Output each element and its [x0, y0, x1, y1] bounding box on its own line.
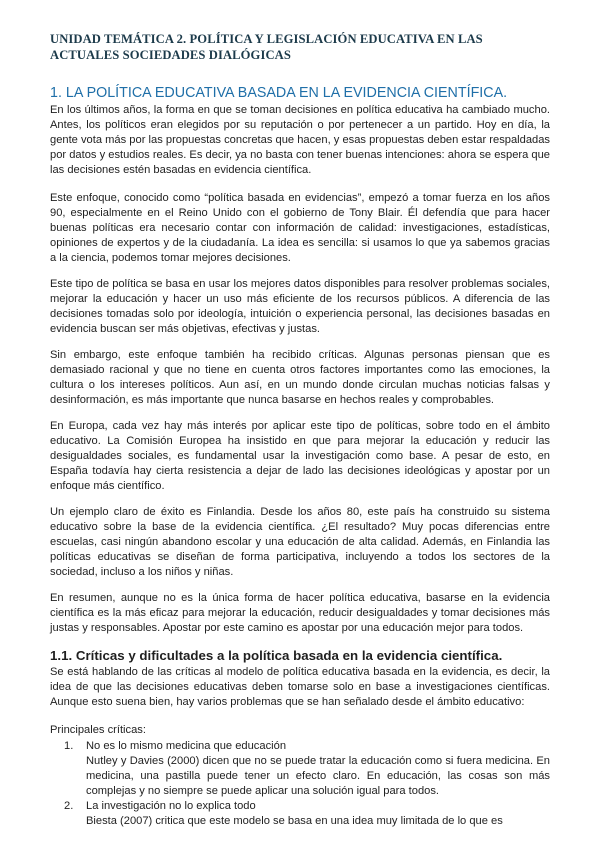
list-item-number: 2.: [64, 800, 74, 812]
paragraph: Sin embargo, este enfoque también ha recibido críticas. Algunas personas piensan que es demasiado racional y que no tiene en cuenta otros factores importantes como las emociones, la cultura o los intereses políticos. Aun así, en un mundo donde circulan muchas noticias falsas y desinformación, es más importante que nunca basarse en hechos reales y comprobables.: [50, 349, 550, 406]
list-item: [50, 799, 550, 829]
list-item-detail: Nutley y Davies (2000) dicen que no se puede tratar la educación como si fuera medicina. En medicina, una pastilla puede tener un efecto claro. En educación, las cosas son más complejas y no siempre se puede aplicar una solución igual para todos.: [86, 755, 550, 797]
paragraph: Este enfoque, conocido como “política basada en evidencias”, empezó a tomar fuerza en los años 90, especialmente en el Reino Unido con el gobierno de Tony Blair. Él defendía que para hacer buenas políticas era necesario contar con información de calidad: investigaciones, estadísticas, opiniones de expertos y de la ciudadanía. La idea es sencilla: si usamos lo que ya sabemos gracias a la ciencia, podemos tomar mejores decisiones.: [50, 192, 550, 264]
list-item-title: No es lo mismo medicina que educación: [86, 740, 287, 752]
list-item-title: La investigación no lo explica todo: [86, 800, 256, 812]
critiques-list: [50, 739, 550, 829]
list-item: [50, 739, 550, 799]
critiques-intro: Principales críticas:: [50, 724, 146, 736]
section-1-heading: 1. LA POLÍTICA EDUCATIVA BASADA EN LA EVIDENCIA CIENTÍFICA.: [50, 85, 508, 101]
paragraph: Un ejemplo claro de éxito es Finlandia. Desde los años 80, este país ha construido su sistema educativo sobre la base de la evidencia científica. ¿El resultado? Muy pocas diferencias entre escuelas, casi ningún abandono escolar y una educación de alta calidad. Además, en Finlandia las políticas educativas se diseñan de forma participativa, incluyendo a todos los sectores de la sociedad, incluso a los niños y niñas.: [50, 506, 550, 578]
document-title: UNIDAD TEMÁTICA 2. POLÍTICA Y LEGISLACIÓN EDUCATIVA EN LAS ACTUALES SOCIEDADES DIALÓGICAS: [50, 32, 483, 62]
paragraph: En resumen, aunque no es la única forma de hacer política educativa, basarse en la evidencia científica es la más eficaz para mejorar la educación, reducir desigualdades y tomar decisiones más justas y responsables. Apostar por este camino es apostar por una educación mejor para todos.: [50, 592, 550, 634]
paragraph: En Europa, cada vez hay más interés por aplicar este tipo de políticas, sobre todo en el ámbito educativo. La Comisión Europea ha insistido en que para mejorar la educación y reducir las desigualdades sociales, es fundamental usar la investigación como base. A pesar de esto, en España todavía hay cierta resistencia a dejar de lado las decisiones ideológicas y apostar por un enfoque más científico.: [50, 420, 550, 492]
list-item-number: 1.: [64, 740, 74, 752]
paragraph: En los últimos años, la forma en que se toman decisiones en política educativa ha cambiado mucho. Antes, los políticos eran elegidos por su reputación o por pertenecer a un partido. Hoy en día, la gente vota más por las propuestas concretas que hacen, y esas propuestas deben estar respaldadas por datos y estudios reales. Es decir, ya no basta con tener buenas intenciones: ahora se espera que las decisiones estén basadas en evidencia científica.: [50, 104, 550, 176]
list-item-detail: Biesta (2007) critica que este modelo se basa en una idea muy limitada de lo que es: [86, 815, 503, 827]
paragraph: Se está hablando de las críticas al modelo de política educativa basada en la evidencia, es decir, la idea de que las decisiones educativas deben tomarse solo en base a investigaciones científicas. Aunque esto suena bien, hay varios problemas que se han señalado desde el ámbito educativo:: [50, 666, 550, 708]
section-1-1-heading: 1.1. Críticas y dificultades a la política basada en la evidencia científica.: [50, 648, 503, 663]
paragraph: Este tipo de política se basa en usar los mejores datos disponibles para resolver problemas sociales, mejorar la educación y hacer un uso más eficiente de los recursos públicos. A diferencia de las decisiones tomadas solo por ideología, intuición o experiencia personal, las decisiones basadas en evidencia buscan ser más objetivas, efectivas y justas.: [50, 278, 550, 335]
